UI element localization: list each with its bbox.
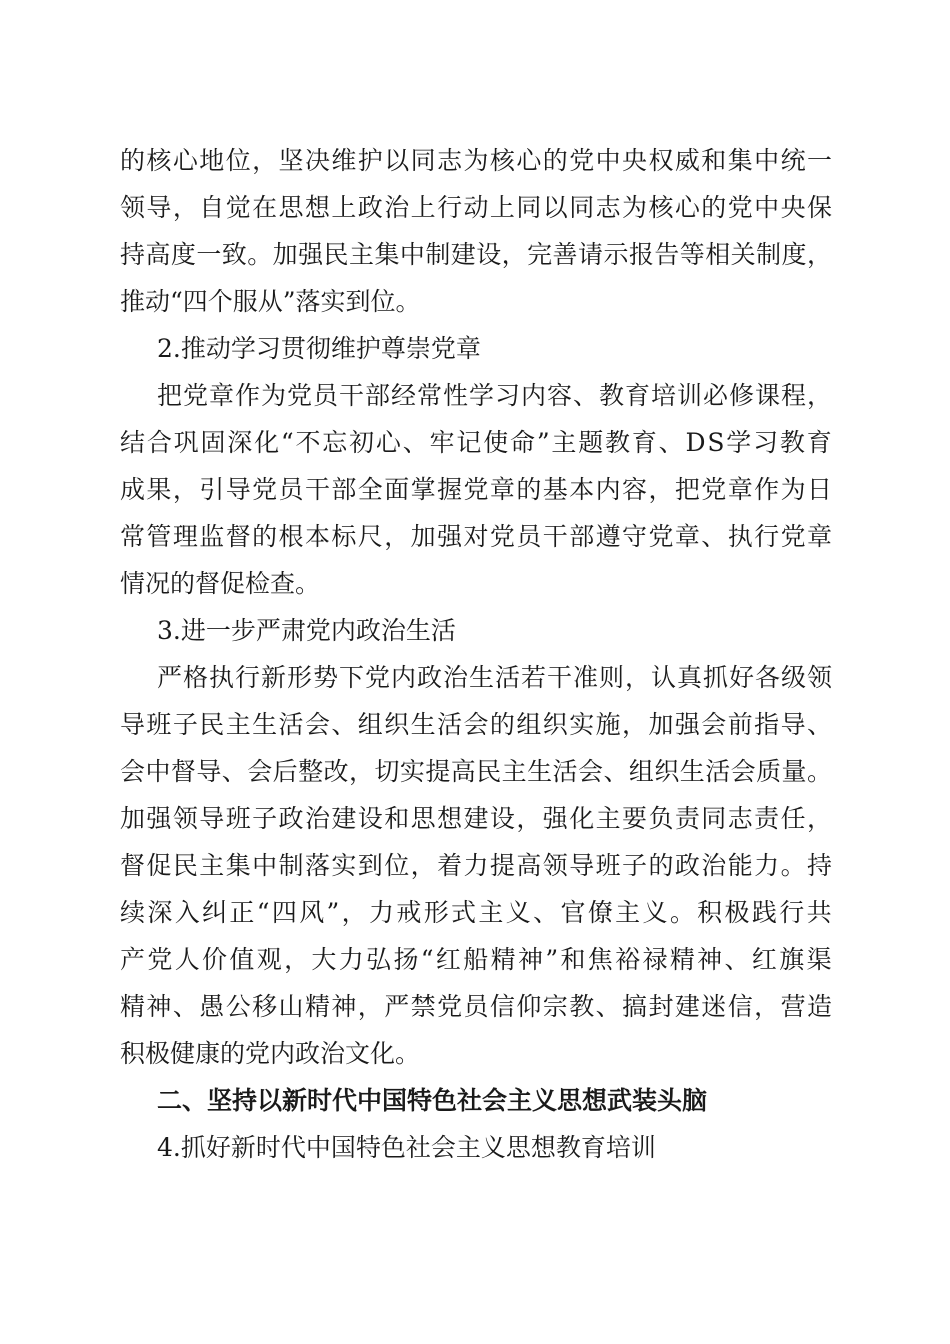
paragraph-2-line-1: 把党章作为党员干部经常性学习内容、教育培训必修课程，: [157, 381, 834, 410]
paragraph-3-line-8: 精神、愚公移山精神，严禁党员信仰宗教、搞封建迷信，营造: [120, 992, 834, 1021]
subheading-4: 4.抓好新时代中国特色社会主义思想教育培训: [157, 1133, 656, 1162]
paragraph-3-line-9: 积极健康的党内政治文化。: [120, 1039, 421, 1068]
paragraph-1-line-2: 领导，自觉在思想上政治上行动上同以同志为核心的党中央保: [120, 193, 834, 222]
paragraph-3-line-1: 严格执行新形势下党内政治生活若干准则，认真抓好各级领: [157, 663, 834, 692]
paragraph-3-line-4: 加强领导班子政治建设和思想建设，强化主要负责同志责任，: [120, 804, 834, 833]
paragraph-3-line-5: 督促民主集中制落实到位，着力提高领导班子的政治能力。持: [120, 851, 834, 880]
paragraph-2-line-2: 结合巩固深化“不忘初心、牢记使命”主题教育、DS学习教育: [120, 428, 834, 457]
paragraph-3-line-6: 续深入纠正“四风”，力戒形式主义、官僚主义。积极践行共: [120, 898, 834, 927]
paragraph-1-line-4: 推动“四个服从”落实到位。: [120, 287, 421, 316]
paragraph-2-line-3: 成果，引导党员干部全面掌握党章的基本内容，把党章作为日: [120, 475, 834, 504]
paragraph-3-line-3: 会中督导、会后整改，切实提高民主生活会、组织生活会质量。: [120, 757, 833, 786]
paragraph-3-line-2: 导班子民主生活会、组织生活会的组织实施，加强会前指导、: [120, 710, 834, 739]
paragraph-2-line-5: 情况的督促检查。: [120, 569, 321, 598]
paragraph-3-line-7: 产党人价值观，大力弘扬“红船精神”和焦裕禄精神、红旗渠: [120, 945, 834, 974]
subheading-3: 3.进一步严肃党内政治生活: [157, 616, 456, 645]
paragraph-1-line-3: 持高度一致。加强民主集中制建设，完善请示报告等相关制度，: [120, 240, 833, 269]
section-heading-2: 二、坚持以新时代中国特色社会主义思想武装头脑: [157, 1086, 708, 1115]
subheading-2: 2.推动学习贯彻维护尊崇党章: [157, 334, 481, 363]
paragraph-2-line-4: 常管理监督的根本标尺，加强对党员干部遵守党章、执行党章: [120, 522, 834, 551]
paragraph-1-line-1: 的核心地位，坚决维护以同志为核心的党中央权威和集中统一: [120, 146, 834, 175]
